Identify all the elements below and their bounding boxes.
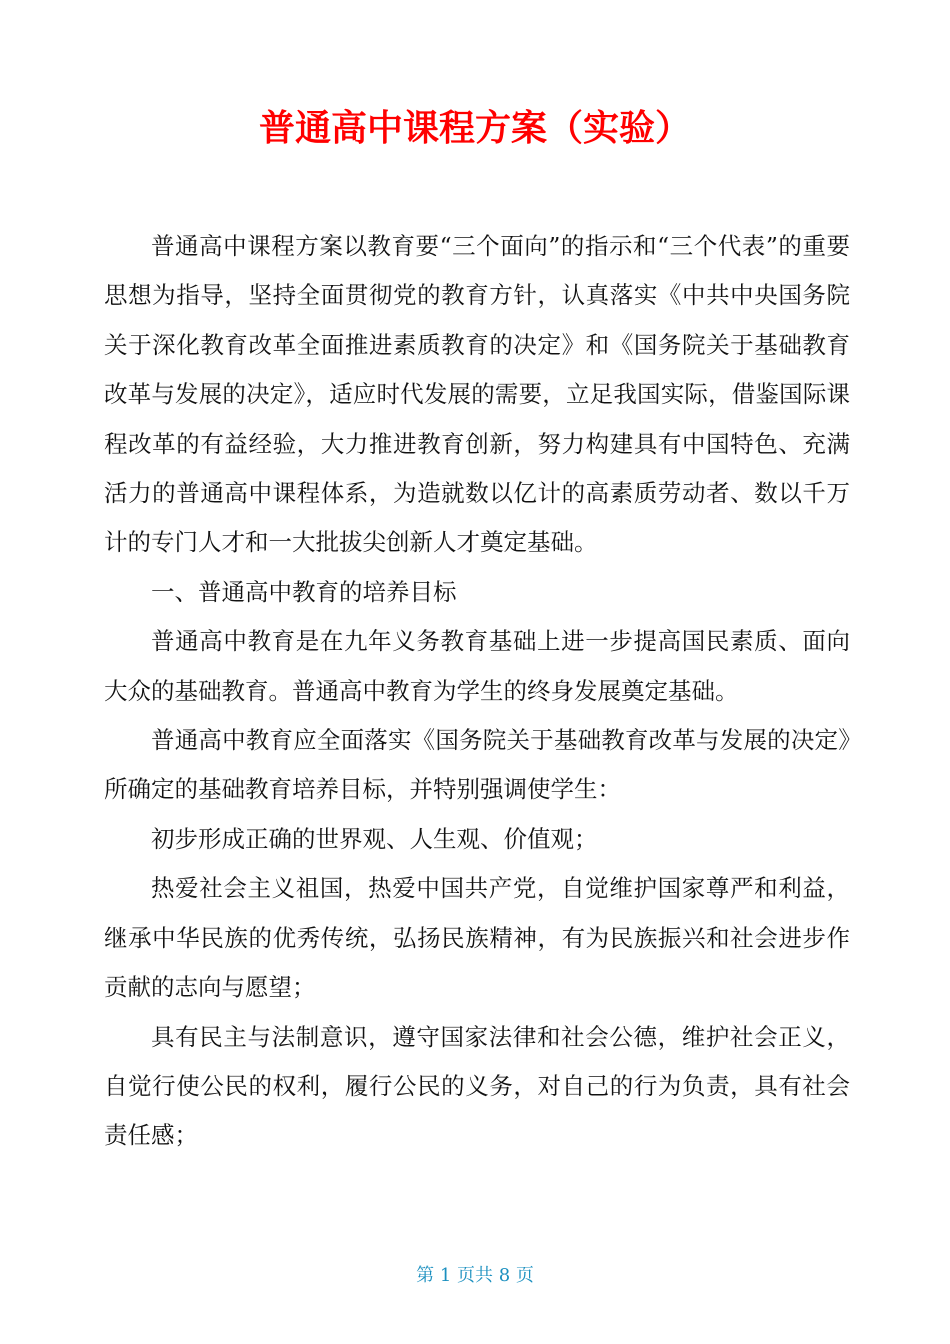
- paragraph: 初步形成正确的世界观、人生观、价值观；: [151, 824, 598, 853]
- paragraph-intro: 普通高中课程方案以教育要“三个面向”的指示和“三个代表”的重要思想为指导，坚持全面贯彻党的教育方针，认真落实《中共中央国务院关于深化教育改革全面推进素质教育的决定》和《国务院关于基础教育改革与发展的决定》，适应时代发展的需要，立足我国实际，借鉴国际课程改革的有益经验，大力推进教育创新，努力构建具有中国特色、充满活力的普通高中课程体系，为造就数以亿计的高素质劳动者、数以千万计的专门人才和一大批拔尖创新人才奠定基础。: [104, 232, 850, 557]
- paragraph: 具有民主与法制意识，遵守国家法律和社会公德，维护社会正义，自觉行使公民的权利，履行公民的义务，对自己的行为负责，具有社会责任感；: [104, 1022, 850, 1150]
- paragraph: 热爱社会主义祖国，热爱中国共产党，自觉维护国家尊严和利益，继承中华民族的优秀传统，弘扬民族精神，有为民族振兴和社会进步作贡献的志向与愿望；: [104, 874, 850, 1002]
- page-number-footer: 第 1 页共 8 页: [416, 1265, 534, 1286]
- document-body: [104, 222, 850, 1161]
- paragraph: 普通高中教育应全面落实《国务院关于基础教育改革与发展的决定》所确定的基础教育培养目标，并特别强调使学生：: [104, 726, 850, 804]
- paragraph: 普通高中教育是在九年义务教育基础上进一步提高国民素质、面向大众的基础教育。普通高中教育为学生的终身发展奠定基础。: [104, 627, 850, 705]
- document-title: 普通高中课程方案（实验）: [258, 108, 691, 149]
- section-heading-goals: 一、普通高中教育的培养目标: [151, 577, 457, 606]
